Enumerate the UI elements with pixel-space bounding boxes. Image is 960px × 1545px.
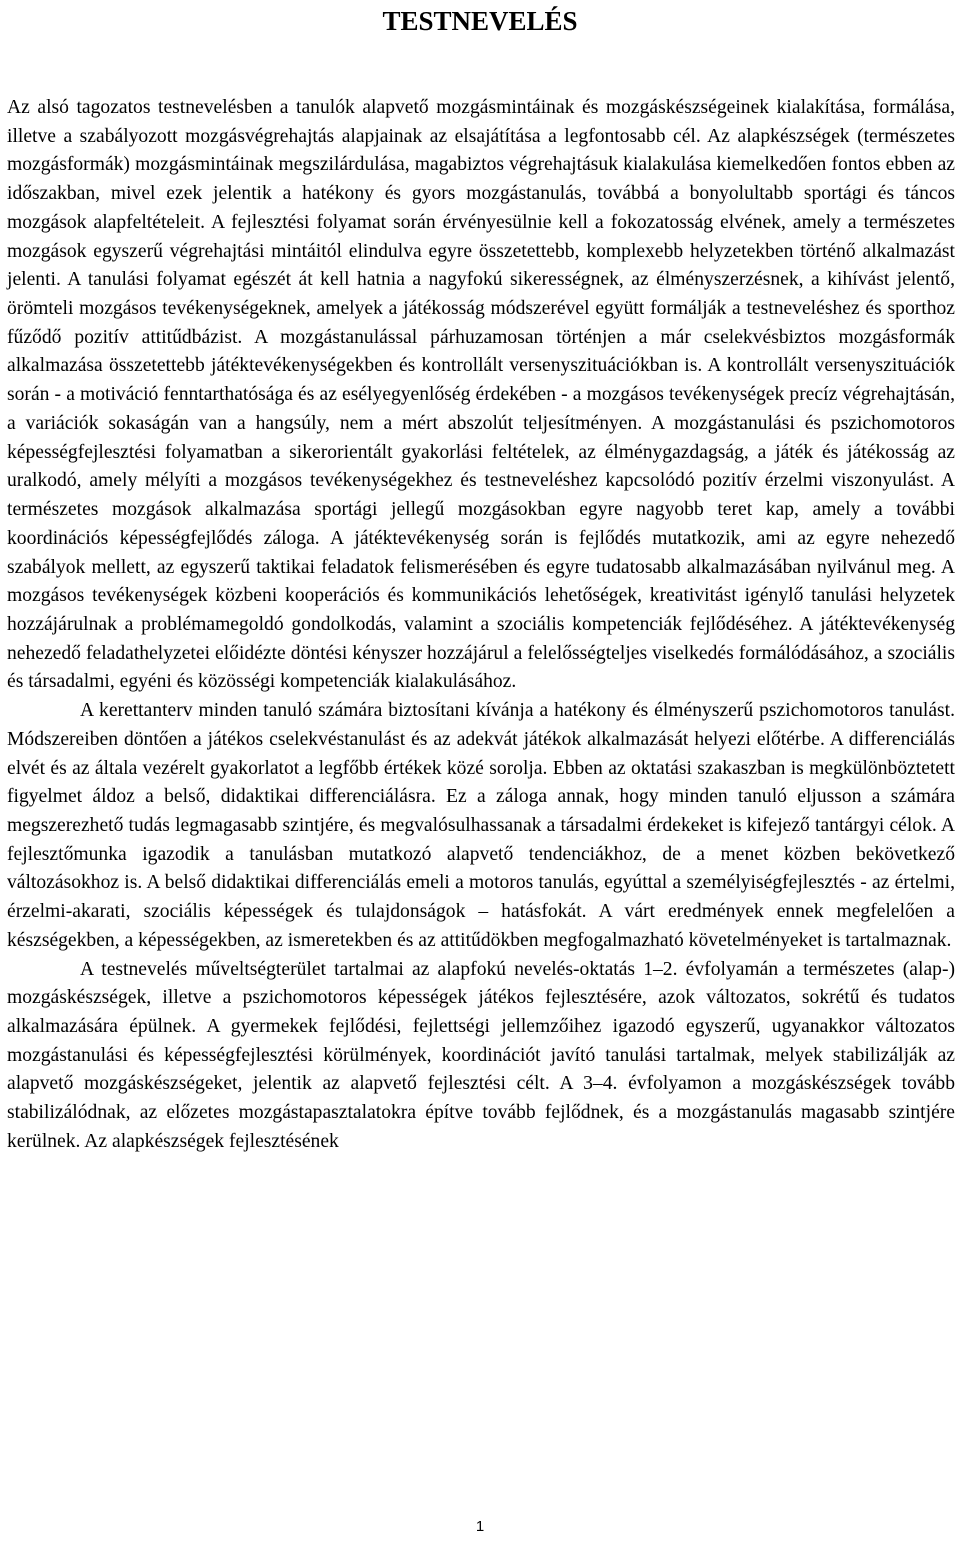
document-body <box>7 94 955 1157</box>
paragraph-2: A kerettanterv minden tanuló számára biztosítani kívánja a hatékony és élményszerű pszichomotoros tanulást. Módszereiben döntően a játékos cselekvéstanulást és az adekvát játékok alkalmazását helyezi előtérbe. A differenciálás elvét és az általa vezérelt gyakorlatot a legfőbb értékek közé sorolja. Ebben az oktatási szakaszban is megkülönböztetett figyelmet áldoz a belső, didaktikai differenciálásra. Ez a záloga annak, hogy minden tanuló eljusson a számára megszerezhető tudás legmagasabb szintjére, és megvalósulhassanak a társadalmi érdekeket is kifejező tantárgyi célok. A fejlesztőmunka igazodik a tanulásban mutatkozó alapvető tendenciákhoz, de a menet közben bekövetkező változásokhoz is. A belső didaktikai differenciálás emeli a motoros tanulás, egyúttal a személyiségfejlesztés - az értelmi, érzelmi-akarati, szociális képességek és tulajdonságok – hatásfokát. A várt eredmények ennek megfelelően a készségekben, a képességekben, az ismeretekben és az attitűdökben megfogalmazható követelményeket is tartalmaznak. <box>7 700 955 951</box>
paragraph-1: Az alsó tagozatos testnevelésben a tanulók alapvető mozgásmintáinak és mozgáskészségeinek kialakítása, formálása, illetve a szabályozott mozgásvégrehajtás alapjainak az elsajátítása a legfontosabb cél. Az alapkészségek (természetes mozgásformák) mozgásmintáinak megszilárdulása, magabiztos végrehajtásuk kialakulása kiemelkedően fontos ebben az időszakban, mivel ezek jelentik a hatékony és gyors mozgástanulás, továbbá a bonyolultabb sportági és táncos mozgások alapfeltételeit. A fejlesztési folyamat során érvényesülnie kell a fokozatosság elvének, amely a természetes mozgások egyszerű végrehajtási mintáitól elindulva egyre összetettebb, komplexebb helyzetekben történő alkalmazást jelenti. A tanulási folyamat egészét át kell hatnia a nagyfokú sikerességnek, az élményszerzésnek, a kihívást jelentő, örömteli mozgásos tevékenységeknek, amelyek a játékosság módszerével együtt formálják a testneveléshez és sporthoz fűződő pozitív attitűdbázist. A mozgástanulással párhuzamosan történjen a már cselekvésbiztos mozgásformák alkalmazása összetettebb játéktevékenységekben és kontrollált versenyszituációkban is. A kontrollált versenyszituációk során - a motiváció fenntarthatósága és az esélyegyenlőség érdekében - a mozgásos tevékenységek precíz végrehajtásán, a variációk sokaságán van a hangsúly, nem a mért abszolút teljesítményen. A mozgástanulási és pszichomotoros képességfejlesztési folyamatban a sikerorientált gyakorlási feltételek, az élménygazdagság, a játék és játékosság az uralkodó, amely mélyíti a mozgásos tevékenységekhez és testneveléshez kapcsolódó pozitív érzelmi viszonyulást. A természetes mozgások alkalmazása sportági jellegű mozgásokban egyre nagyobb teret kap, amely a további koordinációs képességfejlődés záloga. A játéktevékenység során is fejlődés mutatkozik, ami az egyre nehezedő szabályok mellett, az egyszerű taktikai feladatok felismerésében és egyre tudatosabb alkalmazásában nyilvánul meg. A mozgásos tevékenységek közbeni kooperációs és kommunikációs lehetőségek, kreativitást igénylő tanulási helyzetek hozzájárulnak a problémamegoldó gondolkodás, valamint a szociális kompetenciák fejlődéséhez. A játéktevékenység nehezedő feladathelyzetei előidézte döntési kényszer hozzájárul a felelősségteljes viselkedés formálódásához, a szociális és társadalmi, egyéni és közösségi kompetenciák kialakulásához. <box>7 97 955 693</box>
page-number: 1 <box>475 1518 485 1535</box>
paragraph-3: A testnevelés műveltségterület tartalmai az alapfokú nevelés-oktatás 1‒2. évfolyamán a természetes (alap-) mozgáskészségek, illetve a pszichomotoros képességek játékos fejlesztésére, azok változatos, sokrétű és tudatos alkalmazására épülnek. A gyermekek fejlődési, fejlettségi jellemzőihez igazodó egyszerű, ugyanakkor változatos mozgástanulási és képességfejlesztési körülmények, koordinációt javító tanulási tartalmak, melyek stabilizálják az alapvető mozgáskészségeket, jelentik az alapvető fejlesztési célt. A 3‒4. évfolyamon a mozgáskészségek tovább stabilizálódnak, az előzetes mozgástapasztalatokra építve tovább fejlődnek, és a mozgástanulás magasabb szintjére kerülnek. Az alapkészségek fejlesztésének <box>7 958 955 1152</box>
document-title: TESTNEVELÉS <box>382 6 578 36</box>
